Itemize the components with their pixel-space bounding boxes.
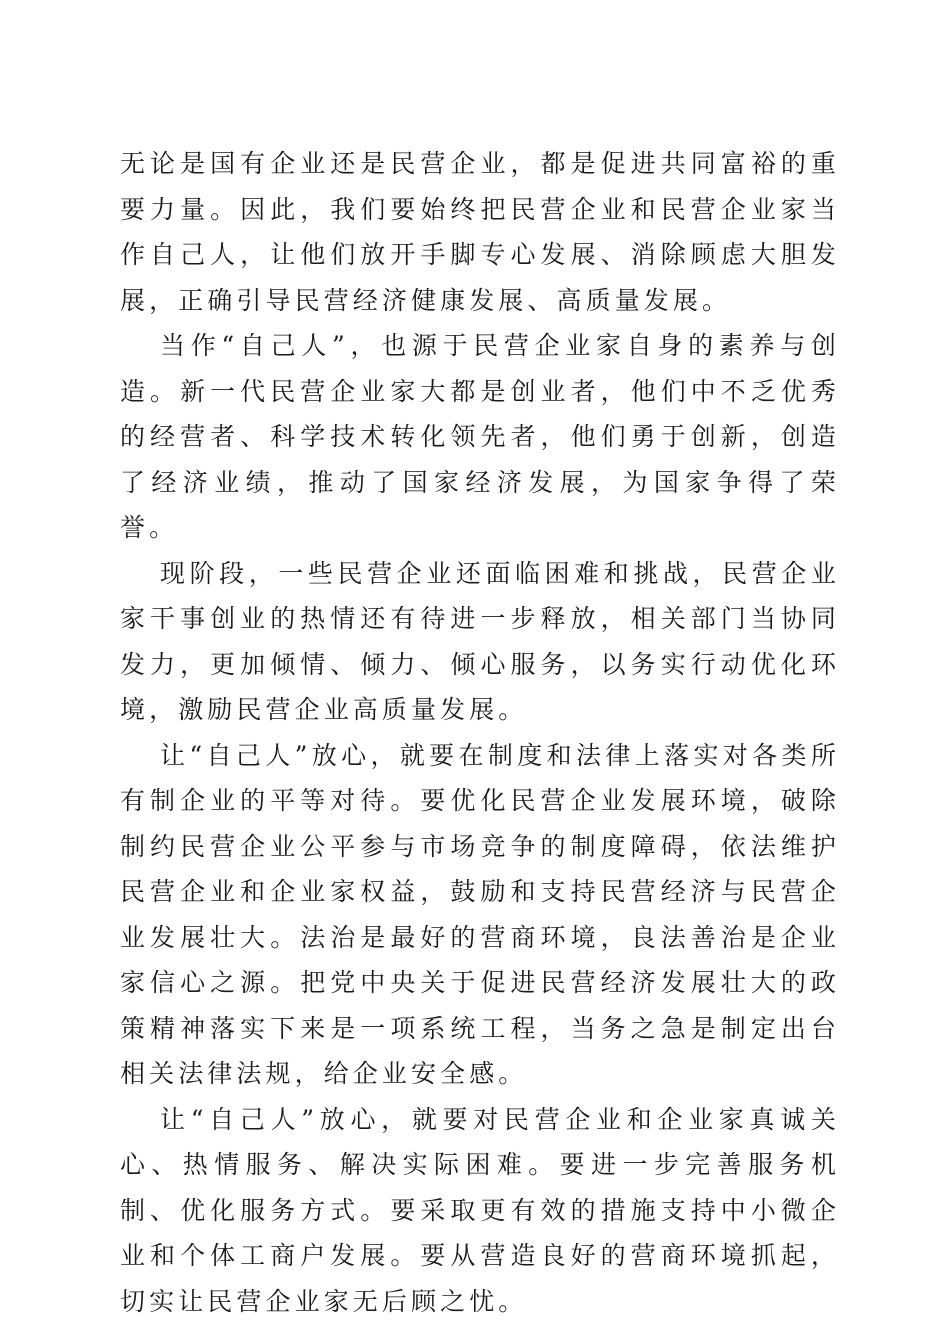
paragraph-5: 让“自己人”放心，就要对民营企业和企业家真诚关心、热情服务、解决实际困难。要进一步完善服务机制、优化服务方式。要采取更有效的措施支持中小微企业和个体工商户发展。要从营造良好的营商环境抓起，切实让民营企业家无后顾之忧。 <box>120 1104 840 1316</box>
paragraph-2: 当作“自己人”，也源于民营企业家自身的素养与创造。新一代民营企业家大都是创业者，他们中不乏优秀的经营者、科学技术转化领先者，他们勇于创新，创造了经济业绩，推动了国家经济发展，为国家争得了荣誉。 <box>120 331 840 542</box>
paragraph-1: 无论是国有企业还是民营企业，都是促进共同富裕的重要力量。因此，我们要始终把民营企业和民营企业家当作自己人，让他们放开手脚专心发展、消除顾虑大胆发展，正确引导民营经济健康发展、高质量发展。 <box>120 149 840 315</box>
article-body <box>120 141 840 1324</box>
paragraph-3: 现阶段，一些民营企业还面临困难和挑战，民营企业家干事创业的热情还有待进一步释放，相关部门当协同发力，更加倾情、倾力、倾心服务，以务实行动优化环境，激励民营企业高质量发展。 <box>120 558 840 724</box>
paragraph-4: 让“自己人”放心，就要在制度和法律上落实对各类所有制企业的平等对待。要优化民营企业发展环境，破除制约民营企业公平参与市场竞争的制度障碍，依法维护民营企业和企业家权益，鼓励和支持民营经济与民营企业发展壮大。法治是最好的营商环境，良法善治是企业家信心之源。把党中央关于促进民营经济发展壮大的政策精神落实下来是一项系统工程，当务之急是制定出台相关法律法规，给企业安全感。 <box>120 740 840 1088</box>
